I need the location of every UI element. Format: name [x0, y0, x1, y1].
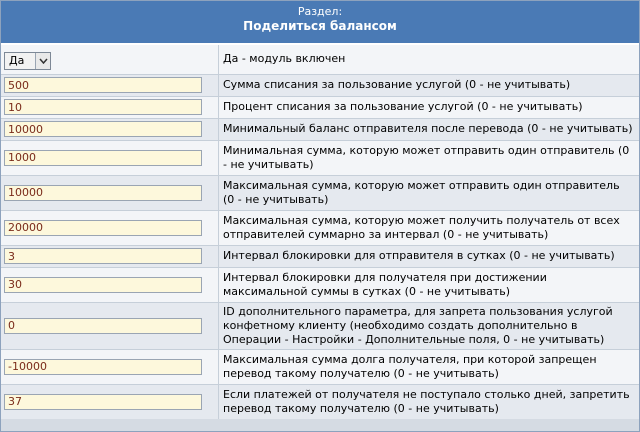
setting-desc: Интервал блокировки для получателя при достижении максимальной суммы в сутках (0 - не учитывать)	[219, 267, 640, 302]
max-send-amount-field[interactable]	[4, 185, 202, 201]
days-without-payment-field[interactable]	[4, 394, 202, 410]
setting-row	[1, 349, 639, 384]
chevron-down-icon[interactable]	[35, 53, 50, 69]
setting-desc: Если платежей от получателя не поступало столько дней, запретить перевод такому получателю (0 - не учитывать)	[219, 384, 640, 419]
extra-param-id-field[interactable]	[4, 318, 202, 334]
setting-desc: Да - модуль включен	[219, 45, 640, 74]
setting-desc: Минимальная сумма, которую может отправить один отправитель (0 - не учитывать)	[219, 140, 640, 175]
setting-row	[1, 302, 639, 349]
setting-desc: Максимальная сумма долга получателя, при которой запрещен перевод такому получателю (0 - не учитывать)	[219, 349, 640, 384]
panel-footer	[1, 419, 639, 431]
setting-row	[1, 384, 639, 419]
setting-row	[1, 140, 639, 175]
sender-block-interval-field[interactable]	[4, 248, 202, 264]
setting-row	[1, 74, 639, 96]
setting-row	[1, 96, 639, 118]
setting-row	[1, 245, 639, 267]
section-header	[1, 1, 639, 43]
enabled-select-value: Да	[9, 54, 25, 67]
section-title: Поделиться балансом	[243, 19, 397, 33]
section-label: Раздел:	[297, 5, 343, 18]
setting-desc: Минимальный баланс отправителя после перевода (0 - не учитывать)	[219, 118, 640, 140]
setting-desc: Интервал блокировки для отправителя в сутках (0 - не учитывать)	[219, 245, 640, 267]
setting-row	[1, 118, 639, 140]
setting-row	[1, 175, 639, 210]
charge-amount-field[interactable]	[4, 77, 202, 93]
setting-desc: ID дополнительного параметра, для запрета пользования услугой конфетному клиенту (необходимо создать дополнительно в Операции - Настройки - Дополнительные поля, 0 - не учитывать)	[219, 302, 640, 349]
setting-row-enabled	[1, 45, 639, 74]
setting-desc: Сумма списания за пользование услугой (0 - не учитывать)	[219, 74, 640, 96]
setting-row	[1, 210, 639, 245]
setting-row	[1, 267, 639, 302]
receiver-block-interval-field[interactable]	[4, 277, 202, 293]
min-send-amount-field[interactable]	[4, 150, 202, 166]
setting-desc: Процент списания за пользование услугой (0 - не учитывать)	[219, 96, 640, 118]
settings-table	[1, 45, 639, 420]
setting-desc: Максимальная сумма, которую может получить получатель от всех отправителей суммарно за интервал (0 - не учитывать)	[219, 210, 640, 245]
min-sender-balance-field[interactable]	[4, 121, 202, 137]
max-receive-amount-field[interactable]	[4, 220, 202, 236]
enabled-select[interactable]	[4, 52, 51, 70]
setting-desc: Максимальная сумма, которую может отправить один отправитель (0 - не учитывать)	[219, 175, 640, 210]
charge-percent-field[interactable]	[4, 99, 202, 115]
max-debt-field[interactable]	[4, 359, 202, 375]
